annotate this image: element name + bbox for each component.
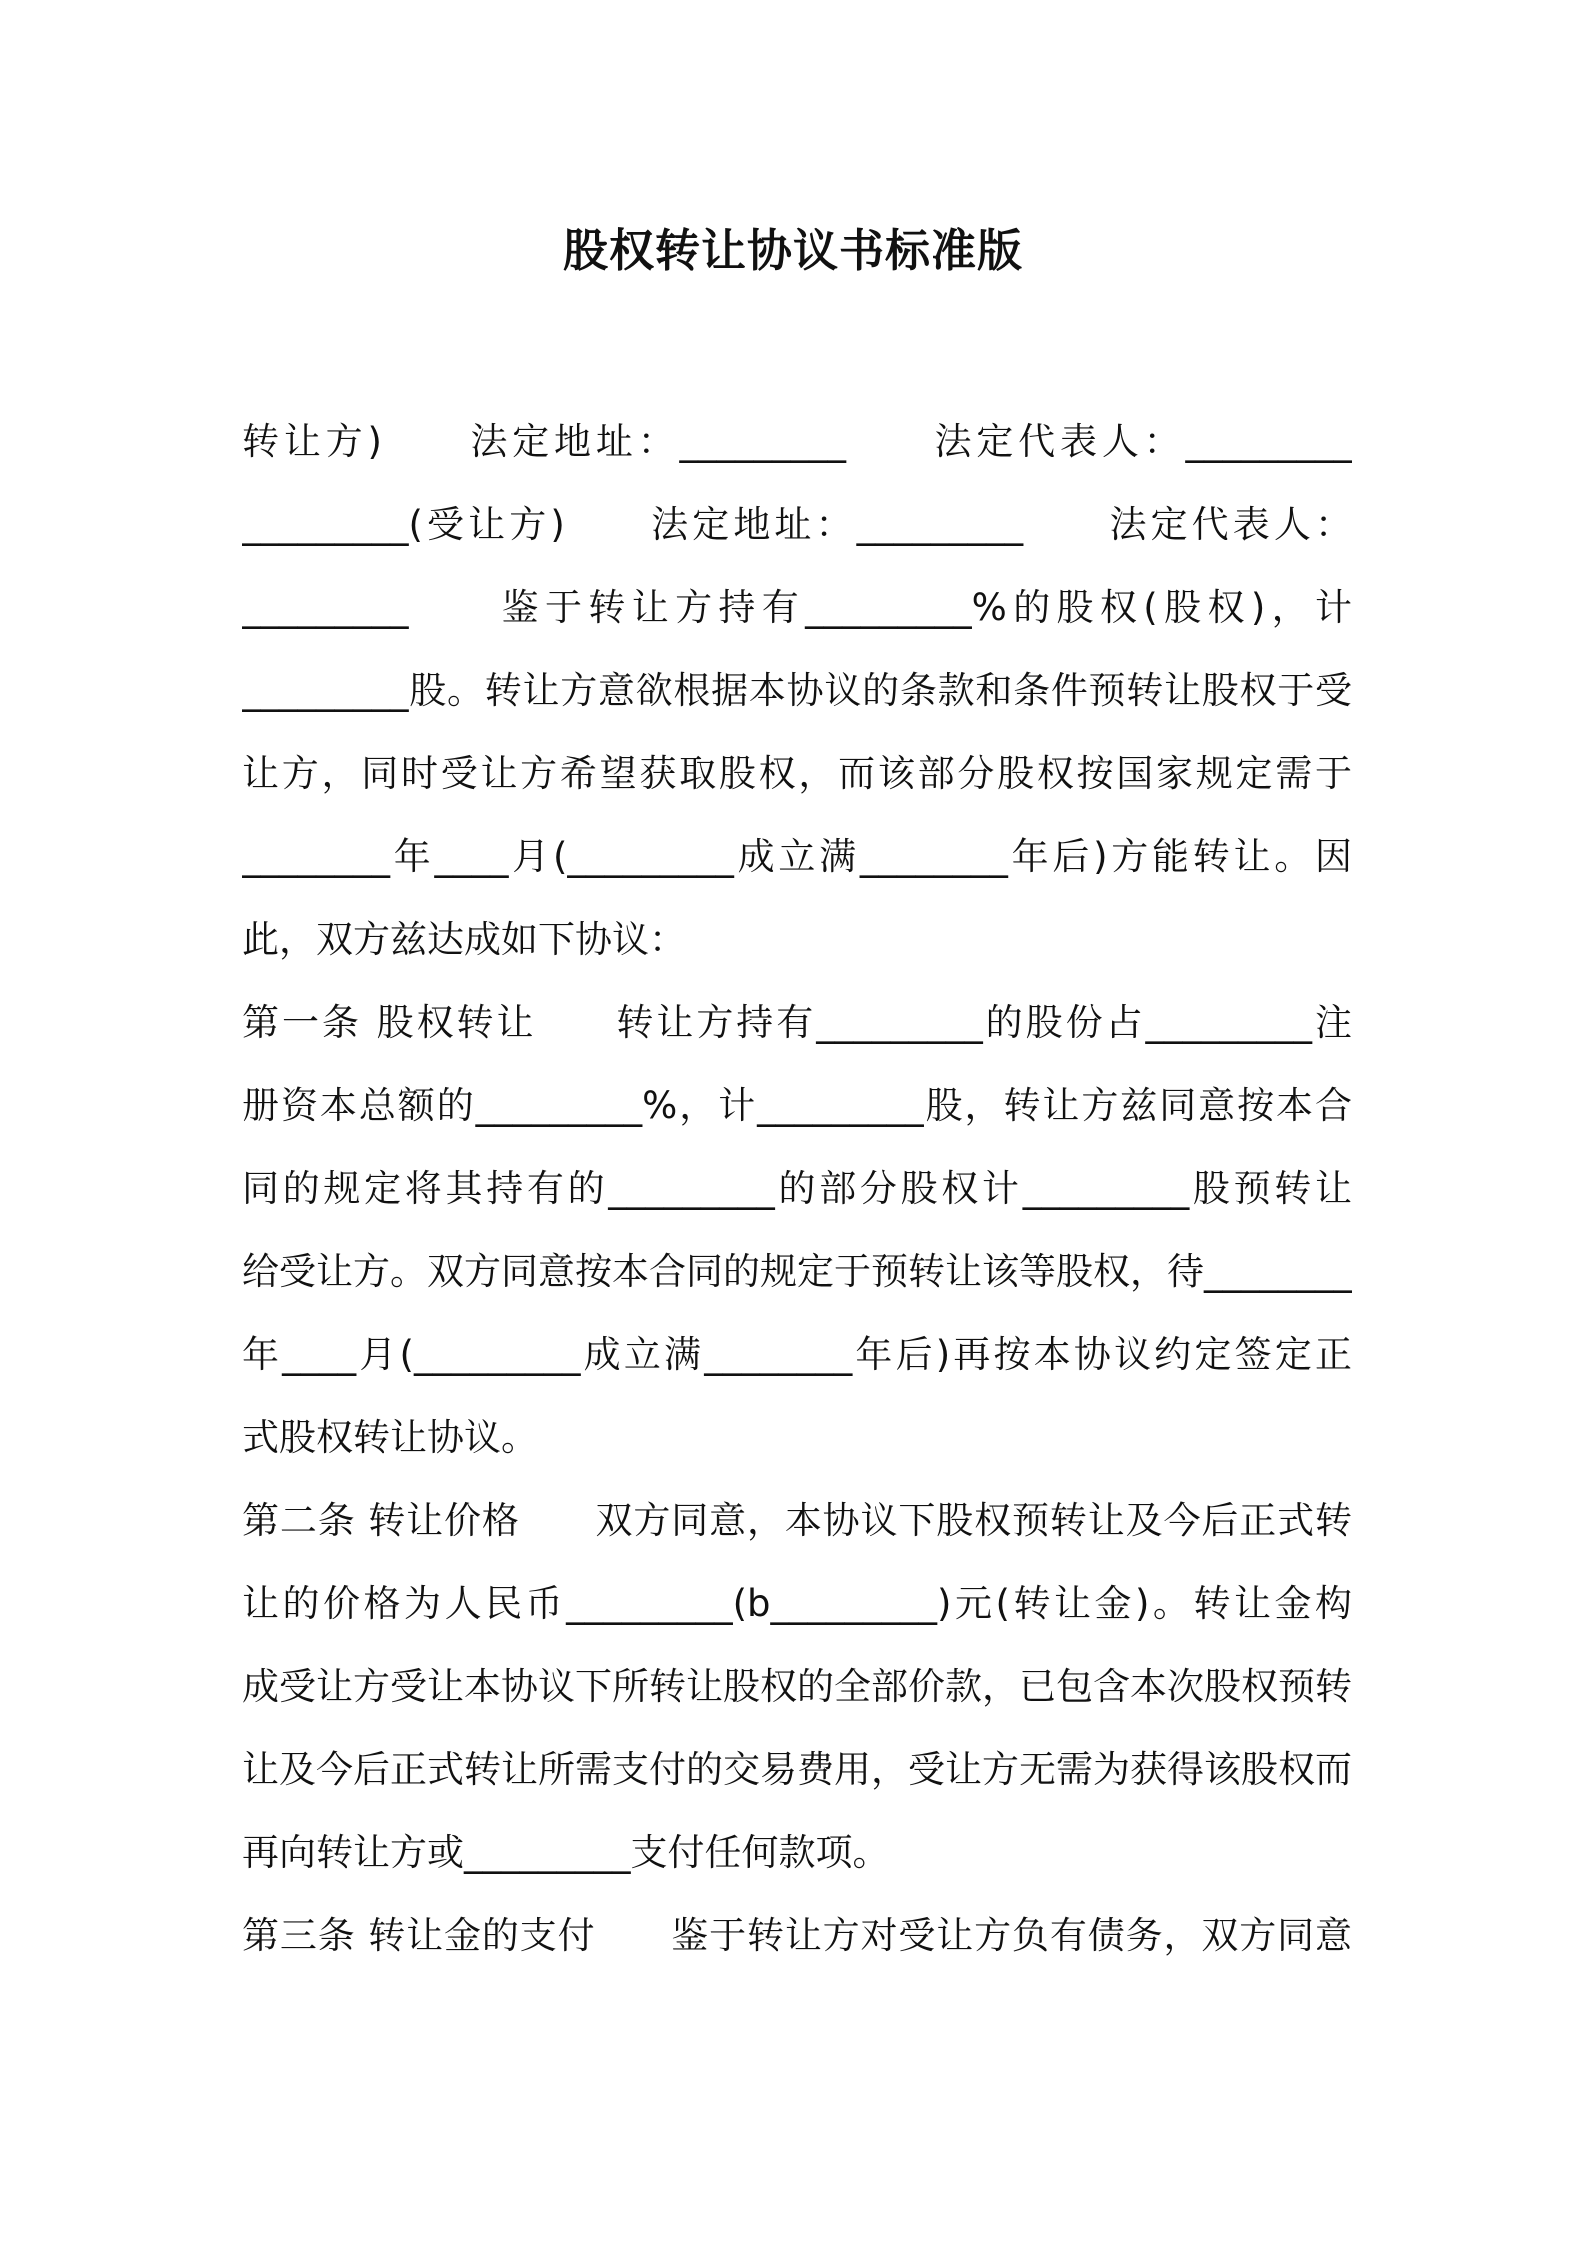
article-heading-line: 第一条 股权转让 转让方持有_________的股份占_________注 [242,1001,1352,1044]
text-line: 同的规定将其持有的_________的部分股权计_________股预转让 [242,1167,1352,1210]
text-line: 让方，同时受让方希望获取股权，而该部分股权按国家规定需于 [242,752,1352,795]
text-line: _________ 鉴于转让方持有_________%的股权(股权)，计 [242,586,1352,629]
text-line: 给受让方。双方同意按本合同的规定于预转让该等股权，待________ [242,1250,1352,1293]
text-line: 此，双方兹达成如下协议： [242,918,686,961]
text-line: 式股权转让协议。 [242,1416,538,1459]
text-line: 再向转让方或_________支付任何款项。 [242,1831,890,1874]
text-line: ________年____月(_________成立满________年后)方能转让。因 [242,835,1352,878]
text-line: 年____月(_________成立满________年后)再按本协议约定签定正 [242,1333,1352,1376]
document-title: 股权转让协议书标准版 [562,224,1023,277]
text-line: _________(受让方) 法定地址：_________ 法定代表人： [242,503,1352,546]
article-heading-line: 第二条 转让价格 双方同意，本协议下股权预转让及今后正式转 [242,1499,1352,1542]
text-line: 让的价格为人民币_________(b_________)元(转让金)。转让金构 [242,1582,1352,1625]
text-line: 让及今后正式转让所需支付的交易费用，受让方无需为获得该股权而 [242,1748,1352,1791]
text-line: 册资本总额的_________%，计_________股，转让方兹同意按本合 [242,1084,1352,1127]
text-line: _________股。转让方意欲根据本协议的条款和条件预转让股权于受 [242,669,1352,712]
text-line: 成受让方受让本协议下所转让股权的全部价款，已包含本次股权预转 [242,1665,1352,1708]
text-line: 转让方) 法定地址：_________ 法定代表人：_________ [242,420,1352,463]
article-heading-line: 第三条 转让金的支付 鉴于转让方对受让方负有债务，双方同意 [242,1914,1352,1957]
document-body [242,400,1352,1977]
